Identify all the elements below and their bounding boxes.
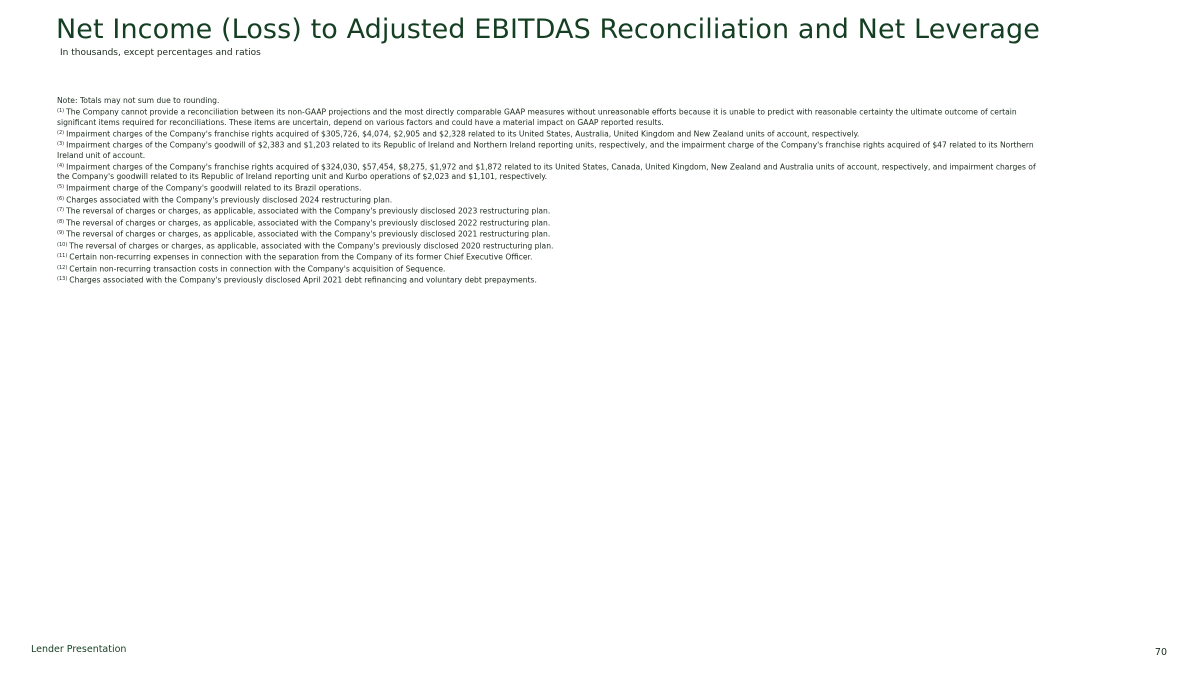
footnote-text: Impairment charges of the Company's goodwill of $2,383 and $1,203 related to its Republic of Ireland and Northern Ireland reporting units, respectively, and the impairment charge of the Company's franchise rights acquired of $47 related to its Northern Ireland unit of account. bbox=[57, 140, 1034, 160]
footnote-text: Charges associated with the Company's previously disclosed April 2021 debt refinancing and voluntary debt prepayments. bbox=[69, 275, 537, 285]
footnote-item bbox=[57, 240, 1047, 252]
footnote-item bbox=[57, 106, 1047, 128]
footnote-item bbox=[57, 228, 1047, 240]
page-number: 70 bbox=[1154, 647, 1167, 658]
footnote-number: (2) bbox=[57, 129, 65, 136]
footnote-number: (7) bbox=[57, 207, 65, 213]
footnote-text: The reversal of charges or charges, as applicable, associated with the Company's previously disclosed 2021 restructuring plan. bbox=[66, 229, 551, 239]
footnote-number: (8) bbox=[57, 218, 65, 225]
footnote-text: Certain non-recurring transaction costs in connection with the Company's acquisition of Sequence. bbox=[69, 264, 446, 273]
footnote-text: The reversal of charges or charges, as applicable, associated with the Company's previously disclosed 2023 restructuring plan. bbox=[66, 206, 551, 216]
footnote-item bbox=[57, 139, 1047, 161]
footnote-item bbox=[57, 274, 1047, 286]
footnote-number: (11) bbox=[57, 253, 68, 259]
page-subtitle: In thousands, except percentages and ratios bbox=[60, 48, 261, 58]
footnote-text: Impairment charges of the Company's franchise rights acquired of $324,030, $57,454, $8,275, $1,972 and $1,872 related to its United States, Canada, United Kingdom, New Zealand and Australia units of account, respectively, and impairment charges of the Company's goodwill related to its Republic of Ireland reporting unit and Kurbo operations of $2,023 and $1,101, respectively. bbox=[57, 162, 1036, 181]
footnote-item bbox=[57, 263, 1047, 275]
footnote-list bbox=[57, 106, 1047, 286]
note-intro: Note: Totals may not sum due to rounding. bbox=[57, 96, 220, 105]
footnote-item bbox=[57, 182, 1047, 194]
footnote-text: Impairment charges of the Company's franchise rights acquired of $305,726, $4,074, $2,905 and $2,328 related to its United States, Australia, United Kingdom and New Zealand units of account, respectively. bbox=[66, 129, 860, 138]
footnote-number: (5) bbox=[57, 184, 65, 190]
footnote-text: Impairment charge of the Company's goodwill related to its Brazil operations. bbox=[66, 183, 362, 193]
footnote-text: The Company cannot provide a reconciliation between its non-GAAP projections and the most directly comparable GAAP measures without unreasonable efforts because it is unable to predict with reasonable certainty the ultimate outcome of certain significant items required for reconciliations. These items are uncertain, depend on various factors and could have a material impact on GAAP reported results. bbox=[57, 107, 1017, 127]
footnote-number: (1) bbox=[57, 108, 65, 114]
footnote-item bbox=[57, 217, 1047, 229]
footnote-number: (12) bbox=[57, 264, 68, 271]
footnote-number: (3) bbox=[57, 141, 65, 147]
footnote-item bbox=[57, 128, 1047, 140]
footnote-text: The reversal of charges or charges, as applicable, associated with the Company's previously disclosed 2022 restructuring plan. bbox=[66, 218, 551, 227]
page-title: Net Income (Loss) to Adjusted EBITDAS Reconciliation and Net Leverage bbox=[56, 14, 1041, 45]
footnote-number: (6) bbox=[57, 195, 65, 202]
footnote-text: Certain non-recurring expenses in connection with the separation from the Company of its former Chief Executive Officer. bbox=[69, 252, 533, 262]
footnote-item bbox=[57, 205, 1047, 217]
footnote-text: The reversal of charges or charges, as applicable, associated with the Company's previously disclosed 2020 restructuring plan. bbox=[69, 241, 554, 250]
footnote-item bbox=[57, 161, 1047, 183]
footnote-number: (4) bbox=[57, 162, 65, 169]
footnote-item bbox=[57, 251, 1047, 263]
footnote-number: (9) bbox=[57, 230, 65, 236]
footnotes bbox=[57, 96, 1047, 286]
footnote-number: (13) bbox=[57, 276, 68, 282]
footer-label: Lender Presentation bbox=[31, 644, 127, 655]
footnote-number: (10) bbox=[57, 241, 68, 248]
footnote-text: Charges associated with the Company's previously disclosed 2024 restructuring plan. bbox=[66, 195, 393, 204]
footnote-item bbox=[57, 194, 1047, 206]
